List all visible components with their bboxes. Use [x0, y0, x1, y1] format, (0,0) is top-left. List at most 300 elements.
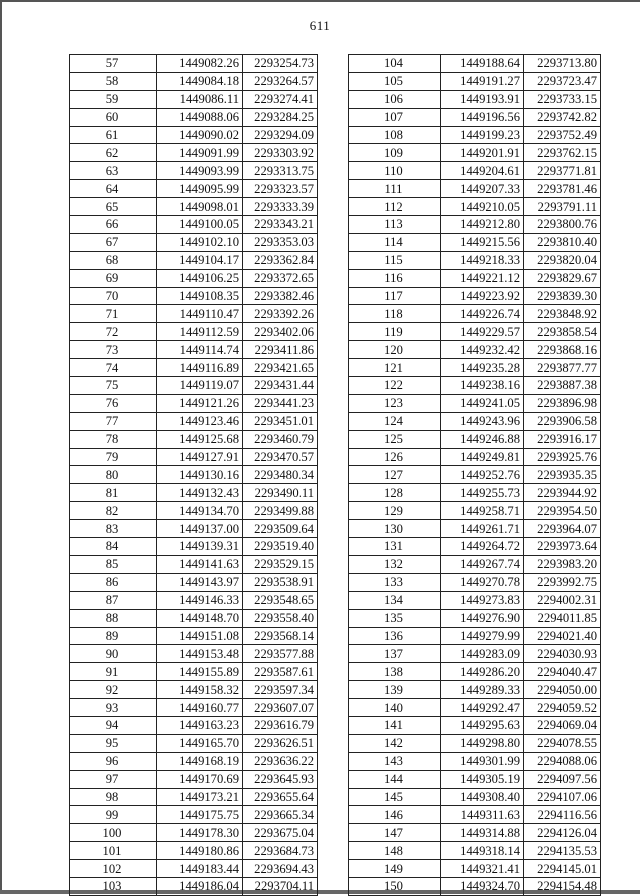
y-coordinate-cell: 2293568.14 — [243, 627, 318, 645]
point-number-cell: 112 — [349, 198, 441, 216]
y-coordinate-cell: 2293829.67 — [524, 269, 601, 287]
point-number-cell: 145 — [349, 788, 441, 806]
y-coordinate-cell: 2293781.46 — [524, 180, 601, 198]
point-number-cell: 123 — [349, 394, 441, 412]
point-number-cell: 117 — [349, 287, 441, 305]
x-coordinate-cell: 1449137.00 — [157, 520, 243, 538]
point-number-cell: 141 — [349, 716, 441, 734]
x-coordinate-cell: 1449130.16 — [157, 466, 243, 484]
y-coordinate-cell: 2293694.43 — [243, 860, 318, 878]
x-coordinate-cell: 1449276.90 — [441, 609, 524, 627]
y-coordinate-cell: 2293372.65 — [243, 269, 318, 287]
point-number-cell: 89 — [70, 627, 157, 645]
x-coordinate-cell: 1449112.59 — [157, 323, 243, 341]
table-row — [349, 663, 601, 681]
y-coordinate-cell: 2293954.50 — [524, 502, 601, 520]
point-number-cell: 71 — [70, 305, 157, 323]
y-coordinate-cell: 2293343.21 — [243, 216, 318, 234]
point-number-cell: 147 — [349, 824, 441, 842]
y-coordinate-cell: 2294088.06 — [524, 752, 601, 770]
x-coordinate-cell: 1449155.89 — [157, 663, 243, 681]
table-row — [349, 484, 601, 502]
x-coordinate-cell: 1449127.91 — [157, 448, 243, 466]
y-coordinate-cell: 2293382.46 — [243, 287, 318, 305]
point-number-cell: 101 — [70, 842, 157, 860]
point-number-cell: 139 — [349, 681, 441, 699]
point-number-cell: 87 — [70, 591, 157, 609]
table-row — [70, 788, 318, 806]
table-row — [70, 663, 318, 681]
y-coordinate-cell: 2293733.15 — [524, 90, 601, 108]
table-row — [349, 627, 601, 645]
y-coordinate-cell: 2293839.30 — [524, 287, 601, 305]
x-coordinate-cell: 1449286.20 — [441, 663, 524, 681]
x-coordinate-cell: 1449163.23 — [157, 716, 243, 734]
y-coordinate-cell: 2293742.82 — [524, 108, 601, 126]
scan-border-top — [0, 0, 640, 2]
point-number-cell: 114 — [349, 233, 441, 251]
y-coordinate-cell: 2293499.88 — [243, 502, 318, 520]
point-number-cell: 119 — [349, 323, 441, 341]
y-coordinate-cell: 2293333.39 — [243, 198, 318, 216]
point-number-cell: 80 — [70, 466, 157, 484]
table-row — [349, 555, 601, 573]
y-coordinate-cell: 2293636.22 — [243, 752, 318, 770]
point-number-cell: 130 — [349, 520, 441, 538]
y-coordinate-cell: 2294078.55 — [524, 734, 601, 752]
table-row — [70, 752, 318, 770]
point-number-cell: 125 — [349, 430, 441, 448]
x-coordinate-cell: 1449258.71 — [441, 502, 524, 520]
y-coordinate-cell: 2293723.47 — [524, 72, 601, 90]
point-number-cell: 134 — [349, 591, 441, 609]
x-coordinate-cell: 1449249.81 — [441, 448, 524, 466]
y-coordinate-cell: 2293313.75 — [243, 162, 318, 180]
x-coordinate-cell: 1449173.21 — [157, 788, 243, 806]
y-coordinate-cell: 2293323.57 — [243, 180, 318, 198]
table-row — [349, 323, 601, 341]
table-row — [70, 198, 318, 216]
table-row — [349, 609, 601, 627]
x-coordinate-cell: 1449210.05 — [441, 198, 524, 216]
point-number-cell: 73 — [70, 341, 157, 359]
table-row — [70, 520, 318, 538]
x-coordinate-cell: 1449148.70 — [157, 609, 243, 627]
table-row — [70, 341, 318, 359]
x-coordinate-cell: 1449139.31 — [157, 538, 243, 556]
table-row — [349, 233, 601, 251]
x-coordinate-cell: 1449270.78 — [441, 573, 524, 591]
x-coordinate-cell: 1449183.44 — [157, 860, 243, 878]
point-number-cell: 74 — [70, 359, 157, 377]
y-coordinate-cell: 2293820.04 — [524, 251, 601, 269]
y-coordinate-cell: 2293626.51 — [243, 734, 318, 752]
y-coordinate-cell: 2293490.11 — [243, 484, 318, 502]
y-coordinate-cell: 2293529.15 — [243, 555, 318, 573]
table-row — [70, 412, 318, 430]
x-coordinate-cell: 1449119.07 — [157, 377, 243, 395]
x-coordinate-cell: 1449255.73 — [441, 484, 524, 502]
x-coordinate-cell: 1449196.56 — [441, 108, 524, 126]
table-row — [70, 734, 318, 752]
point-number-cell: 81 — [70, 484, 157, 502]
point-number-cell: 106 — [349, 90, 441, 108]
x-coordinate-cell: 1449084.18 — [157, 72, 243, 90]
point-number-cell: 124 — [349, 412, 441, 430]
y-coordinate-cell: 2293616.79 — [243, 716, 318, 734]
y-coordinate-cell: 2293303.92 — [243, 144, 318, 162]
point-number-cell: 103 — [70, 877, 157, 895]
point-number-cell: 75 — [70, 377, 157, 395]
y-coordinate-cell: 2294107.06 — [524, 788, 601, 806]
x-coordinate-cell: 1449283.09 — [441, 645, 524, 663]
x-coordinate-cell: 1449238.16 — [441, 377, 524, 395]
x-coordinate-cell: 1449123.46 — [157, 412, 243, 430]
x-coordinate-cell: 1449153.48 — [157, 645, 243, 663]
point-number-cell: 92 — [70, 681, 157, 699]
x-coordinate-cell: 1449289.33 — [441, 681, 524, 699]
y-coordinate-cell: 2293587.61 — [243, 663, 318, 681]
coordinate-table-right — [348, 54, 601, 896]
point-number-cell: 144 — [349, 770, 441, 788]
point-number-cell: 128 — [349, 484, 441, 502]
y-coordinate-cell: 2293353.03 — [243, 233, 318, 251]
y-coordinate-cell: 2294002.31 — [524, 591, 601, 609]
y-coordinate-cell: 2293896.98 — [524, 394, 601, 412]
y-coordinate-cell: 2294030.93 — [524, 645, 601, 663]
point-number-cell: 132 — [349, 555, 441, 573]
x-coordinate-cell: 1449264.72 — [441, 538, 524, 556]
point-number-cell: 110 — [349, 162, 441, 180]
table-row — [349, 842, 601, 860]
table-row — [349, 591, 601, 609]
table-row — [349, 394, 601, 412]
y-coordinate-cell: 2294069.04 — [524, 716, 601, 734]
point-number-cell: 86 — [70, 573, 157, 591]
x-coordinate-cell: 1449151.08 — [157, 627, 243, 645]
x-coordinate-cell: 1449170.69 — [157, 770, 243, 788]
table-row — [70, 877, 318, 895]
point-number-cell: 115 — [349, 251, 441, 269]
point-number-cell: 96 — [70, 752, 157, 770]
table-row — [349, 502, 601, 520]
table-row — [349, 216, 601, 234]
table-row — [349, 126, 601, 144]
y-coordinate-cell: 2293925.76 — [524, 448, 601, 466]
point-number-cell: 140 — [349, 699, 441, 717]
point-number-cell: 111 — [349, 180, 441, 198]
point-number-cell: 149 — [349, 860, 441, 878]
table-row — [70, 90, 318, 108]
x-coordinate-cell: 1449125.68 — [157, 430, 243, 448]
table-row — [70, 555, 318, 573]
y-coordinate-cell: 2293645.93 — [243, 770, 318, 788]
x-coordinate-cell: 1449186.04 — [157, 877, 243, 895]
y-coordinate-cell: 2293411.86 — [243, 341, 318, 359]
x-coordinate-cell: 1449218.33 — [441, 251, 524, 269]
x-coordinate-cell: 1449308.40 — [441, 788, 524, 806]
table-row — [349, 824, 601, 842]
table-row — [349, 251, 601, 269]
y-coordinate-cell: 2293480.34 — [243, 466, 318, 484]
x-coordinate-cell: 1449204.61 — [441, 162, 524, 180]
y-coordinate-cell: 2293848.92 — [524, 305, 601, 323]
table-row — [349, 287, 601, 305]
y-coordinate-cell: 2293655.64 — [243, 788, 318, 806]
x-coordinate-cell: 1449199.23 — [441, 126, 524, 144]
y-coordinate-cell: 2293992.75 — [524, 573, 601, 591]
point-number-cell: 68 — [70, 251, 157, 269]
table-row — [70, 180, 318, 198]
x-coordinate-cell: 1449261.71 — [441, 520, 524, 538]
x-coordinate-cell: 1449273.83 — [441, 591, 524, 609]
table-row — [70, 233, 318, 251]
x-coordinate-cell: 1449165.70 — [157, 734, 243, 752]
y-coordinate-cell: 2294059.52 — [524, 699, 601, 717]
table-row — [70, 55, 318, 73]
x-coordinate-cell: 1449221.12 — [441, 269, 524, 287]
y-coordinate-cell: 2294040.47 — [524, 663, 601, 681]
y-coordinate-cell: 2293973.64 — [524, 538, 601, 556]
table-row — [70, 645, 318, 663]
y-coordinate-cell: 2294021.40 — [524, 627, 601, 645]
point-number-cell: 79 — [70, 448, 157, 466]
table-row — [70, 573, 318, 591]
x-coordinate-cell: 1449212.80 — [441, 216, 524, 234]
x-coordinate-cell: 1449311.63 — [441, 806, 524, 824]
y-coordinate-cell: 2293713.80 — [524, 55, 601, 73]
point-number-cell: 91 — [70, 663, 157, 681]
y-coordinate-cell: 2294050.00 — [524, 681, 601, 699]
y-coordinate-cell: 2293771.81 — [524, 162, 601, 180]
point-number-cell: 133 — [349, 573, 441, 591]
y-coordinate-cell: 2294116.56 — [524, 806, 601, 824]
table-row — [349, 466, 601, 484]
x-coordinate-cell: 1449295.63 — [441, 716, 524, 734]
x-coordinate-cell: 1449095.99 — [157, 180, 243, 198]
x-coordinate-cell: 1449201.91 — [441, 144, 524, 162]
point-number-cell: 67 — [70, 233, 157, 251]
y-coordinate-cell: 2293577.88 — [243, 645, 318, 663]
x-coordinate-cell: 1449093.99 — [157, 162, 243, 180]
table-row — [70, 430, 318, 448]
table-row — [349, 520, 601, 538]
point-number-cell: 72 — [70, 323, 157, 341]
y-coordinate-cell: 2293906.58 — [524, 412, 601, 430]
y-coordinate-cell: 2293431.44 — [243, 377, 318, 395]
table-row — [349, 699, 601, 717]
x-coordinate-cell: 1449226.74 — [441, 305, 524, 323]
y-coordinate-cell: 2294126.04 — [524, 824, 601, 842]
table-row — [70, 72, 318, 90]
point-number-cell: 84 — [70, 538, 157, 556]
y-coordinate-cell: 2293887.38 — [524, 377, 601, 395]
x-coordinate-cell: 1449141.63 — [157, 555, 243, 573]
table-row — [349, 645, 601, 663]
point-number-cell: 126 — [349, 448, 441, 466]
y-coordinate-cell: 2294097.56 — [524, 770, 601, 788]
table-row — [349, 144, 601, 162]
table-row — [70, 251, 318, 269]
point-number-cell: 108 — [349, 126, 441, 144]
x-coordinate-cell: 1449110.47 — [157, 305, 243, 323]
y-coordinate-cell: 2293254.73 — [243, 55, 318, 73]
point-number-cell: 129 — [349, 502, 441, 520]
point-number-cell: 66 — [70, 216, 157, 234]
table-row — [70, 502, 318, 520]
point-number-cell: 143 — [349, 752, 441, 770]
table-row — [349, 162, 601, 180]
x-coordinate-cell: 1449301.99 — [441, 752, 524, 770]
table-row — [349, 716, 601, 734]
point-number-cell: 95 — [70, 734, 157, 752]
x-coordinate-cell: 1449229.57 — [441, 323, 524, 341]
point-number-cell: 83 — [70, 520, 157, 538]
point-number-cell: 77 — [70, 412, 157, 430]
y-coordinate-cell: 2294145.01 — [524, 860, 601, 878]
point-number-cell: 99 — [70, 806, 157, 824]
y-coordinate-cell: 2294135.53 — [524, 842, 601, 860]
point-number-cell: 78 — [70, 430, 157, 448]
y-coordinate-cell: 2293877.77 — [524, 359, 601, 377]
point-number-cell: 58 — [70, 72, 157, 90]
x-coordinate-cell: 1449246.88 — [441, 430, 524, 448]
x-coordinate-cell: 1449132.43 — [157, 484, 243, 502]
y-coordinate-cell: 2293538.91 — [243, 573, 318, 591]
table-row — [349, 788, 601, 806]
point-number-cell: 82 — [70, 502, 157, 520]
table-row — [70, 716, 318, 734]
y-coordinate-cell: 2293858.54 — [524, 323, 601, 341]
table-row — [349, 377, 601, 395]
table-row — [70, 305, 318, 323]
point-number-cell: 61 — [70, 126, 157, 144]
table-row — [70, 144, 318, 162]
x-coordinate-cell: 1449318.14 — [441, 842, 524, 860]
table-row — [70, 699, 318, 717]
table-row — [70, 377, 318, 395]
point-number-cell: 76 — [70, 394, 157, 412]
y-coordinate-cell: 2293441.23 — [243, 394, 318, 412]
x-coordinate-cell: 1449100.05 — [157, 216, 243, 234]
x-coordinate-cell: 1449134.70 — [157, 502, 243, 520]
y-coordinate-cell: 2294154.48 — [524, 877, 601, 895]
table-row — [349, 752, 601, 770]
table-row — [349, 412, 601, 430]
y-coordinate-cell: 2293665.34 — [243, 806, 318, 824]
point-number-cell: 85 — [70, 555, 157, 573]
x-coordinate-cell: 1449116.89 — [157, 359, 243, 377]
table-row — [70, 394, 318, 412]
x-coordinate-cell: 1449082.26 — [157, 55, 243, 73]
scan-border-left — [0, 0, 2, 894]
x-coordinate-cell: 1449292.47 — [441, 699, 524, 717]
point-number-cell: 98 — [70, 788, 157, 806]
x-coordinate-cell: 1449086.11 — [157, 90, 243, 108]
page-number: 611 — [309, 18, 331, 33]
coordinate-table-left — [69, 54, 318, 896]
table-row — [349, 806, 601, 824]
point-number-cell: 88 — [70, 609, 157, 627]
table-row — [349, 681, 601, 699]
table-row — [70, 287, 318, 305]
x-coordinate-cell: 1449090.02 — [157, 126, 243, 144]
y-coordinate-cell: 2293800.76 — [524, 216, 601, 234]
point-number-cell: 93 — [70, 699, 157, 717]
x-coordinate-cell: 1449223.92 — [441, 287, 524, 305]
y-coordinate-cell: 2293460.79 — [243, 430, 318, 448]
x-coordinate-cell: 1449267.74 — [441, 555, 524, 573]
y-coordinate-cell: 2293548.65 — [243, 591, 318, 609]
x-coordinate-cell: 1449252.76 — [441, 466, 524, 484]
point-number-cell: 148 — [349, 842, 441, 860]
table-row — [70, 860, 318, 878]
table-row — [70, 269, 318, 287]
x-coordinate-cell: 1449114.74 — [157, 341, 243, 359]
x-coordinate-cell: 1449321.41 — [441, 860, 524, 878]
point-number-cell: 62 — [70, 144, 157, 162]
x-coordinate-cell: 1449168.19 — [157, 752, 243, 770]
x-coordinate-cell: 1449235.28 — [441, 359, 524, 377]
x-coordinate-cell: 1449143.97 — [157, 573, 243, 591]
x-coordinate-cell: 1449158.32 — [157, 681, 243, 699]
table-row — [70, 824, 318, 842]
y-coordinate-cell: 2293509.64 — [243, 520, 318, 538]
point-number-cell: 113 — [349, 216, 441, 234]
point-number-cell: 135 — [349, 609, 441, 627]
point-number-cell: 105 — [349, 72, 441, 90]
x-coordinate-cell: 1449191.27 — [441, 72, 524, 90]
table-row — [70, 484, 318, 502]
point-number-cell: 64 — [70, 180, 157, 198]
table-row — [349, 860, 601, 878]
point-number-cell: 100 — [70, 824, 157, 842]
table-row — [70, 627, 318, 645]
table-row — [349, 180, 601, 198]
y-coordinate-cell: 2293519.40 — [243, 538, 318, 556]
y-coordinate-cell: 2293421.65 — [243, 359, 318, 377]
point-number-cell: 57 — [70, 55, 157, 73]
x-coordinate-cell: 1449160.77 — [157, 699, 243, 717]
table-row — [70, 162, 318, 180]
point-number-cell: 142 — [349, 734, 441, 752]
y-coordinate-cell: 2293558.40 — [243, 609, 318, 627]
table-row — [70, 448, 318, 466]
x-coordinate-cell: 1449180.86 — [157, 842, 243, 860]
table-row — [70, 466, 318, 484]
table-row — [70, 359, 318, 377]
table-row — [70, 609, 318, 627]
table-row — [70, 681, 318, 699]
x-coordinate-cell: 1449298.80 — [441, 734, 524, 752]
table-row — [70, 842, 318, 860]
point-number-cell: 65 — [70, 198, 157, 216]
table-row — [349, 877, 601, 895]
x-coordinate-cell: 1449175.75 — [157, 806, 243, 824]
point-number-cell: 70 — [70, 287, 157, 305]
point-number-cell: 116 — [349, 269, 441, 287]
point-number-cell: 60 — [70, 108, 157, 126]
point-number-cell: 122 — [349, 377, 441, 395]
x-coordinate-cell: 1449108.35 — [157, 287, 243, 305]
table-row — [70, 323, 318, 341]
point-number-cell: 131 — [349, 538, 441, 556]
y-coordinate-cell: 2293607.07 — [243, 699, 318, 717]
y-coordinate-cell: 2293402.06 — [243, 323, 318, 341]
y-coordinate-cell: 2293762.15 — [524, 144, 601, 162]
point-number-cell: 150 — [349, 877, 441, 895]
table-row — [70, 591, 318, 609]
